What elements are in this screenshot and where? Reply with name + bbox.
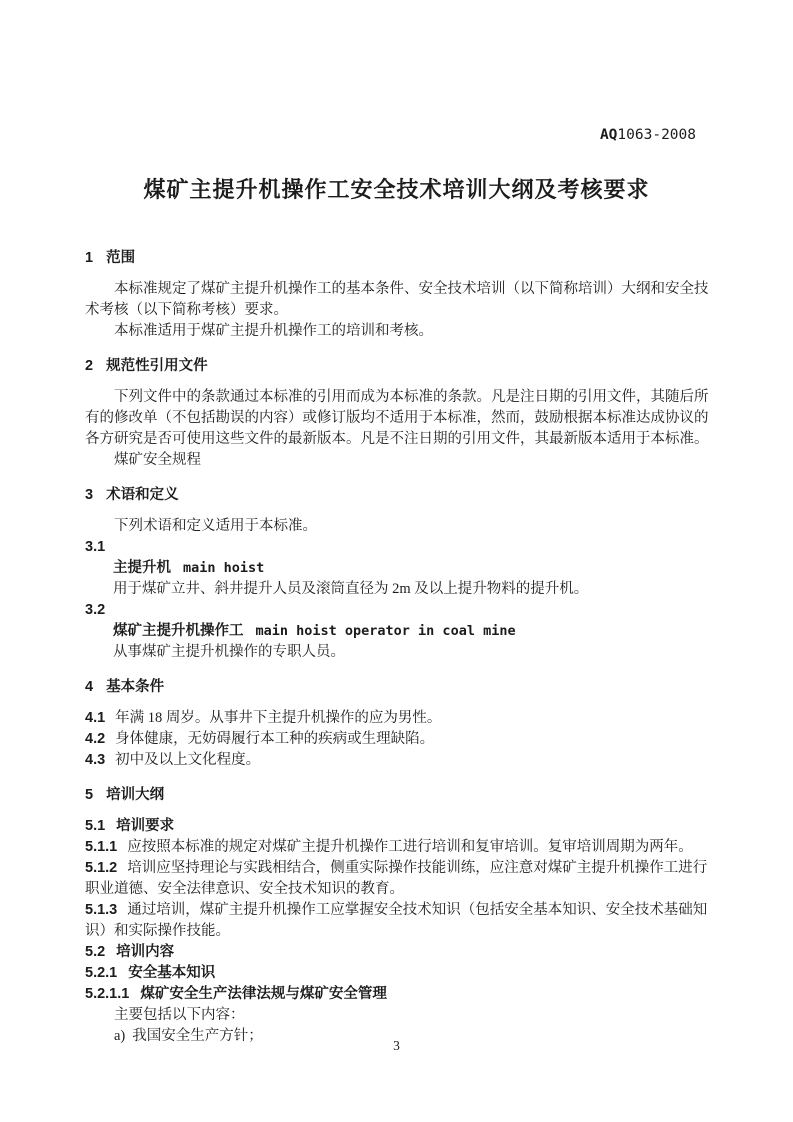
clause-4-3	[85, 750, 709, 771]
section-title: 术语和定义	[106, 487, 179, 503]
normative-paragraph: 下列文件中的条款通过本标准的引用而成为本标准的条款。凡是注日期的引用文件，其随后所有的修改单（不包括勘误的内容）或修订版均不适用于本标准，然而，鼓励根据本标准达成协议的各方研究是否可使用这些文件的最新版本。凡是不注日期的引用文件，其最新版本适用于本标准。	[85, 389, 709, 447]
clause-5-1-3	[85, 900, 709, 942]
document-body	[85, 248, 709, 1047]
subsection-5-1-heading	[85, 816, 709, 837]
outline-content-intro: 主要包括以下内容：	[114, 1007, 245, 1023]
term-2-number: 3.2	[85, 602, 106, 618]
clause-text: 年满 18 周岁。从事井下主提升机操作的应为男性。	[115, 710, 442, 726]
term-1-definition: 用于煤矿立井、斜井提升人员及滚筒直径为 2m 及以上提升物料的提升机。	[113, 581, 589, 597]
terms-intro: 下列术语和定义适用于本标准。	[114, 518, 317, 534]
section-1-heading	[85, 248, 709, 269]
clause-5-1-1	[85, 837, 709, 858]
doc-code-prefix: AQ	[599, 127, 618, 143]
subsection-number: 5.1	[85, 818, 106, 834]
section-3-heading	[85, 485, 709, 506]
clause-number: 4.1	[85, 710, 106, 726]
subsection-title: 安全基本知识	[128, 965, 216, 981]
term-2	[113, 621, 709, 642]
section-title: 培训大纲	[106, 787, 165, 803]
subsection-number: 5.2.1.1	[85, 986, 130, 1002]
clause-text: 初中及以上文化程度。	[115, 752, 261, 768]
clause-text: 应按照本标准的规定对煤矿主提升机操作工进行培训和复审培训。复审培训周期为两年。	[127, 839, 693, 855]
list-item-marker: a)	[114, 1028, 126, 1044]
doc-code-number: 1063-2008	[617, 127, 696, 143]
list-item-text: 我国安全生产方针；	[132, 1028, 263, 1044]
clause-number: 4.2	[85, 731, 106, 747]
section-title: 范围	[106, 250, 136, 266]
doc-code	[600, 127, 696, 143]
clause-number: 5.1.3	[85, 902, 118, 918]
term-2-english: main hoist operator in coal mine	[255, 623, 516, 639]
section-4-heading	[85, 677, 709, 698]
section-number: 3	[85, 487, 94, 503]
clause-number: 4.3	[85, 752, 106, 768]
clause-text: 身体健康，无妨碍履行本工种的疾病或生理缺陷。	[115, 731, 435, 747]
subsection-number: 5.2.1	[85, 965, 118, 981]
clause-number: 5.1.1	[85, 839, 118, 855]
page-title: 煤矿主提升机操作工安全技术培训大纲及考核要求	[143, 177, 650, 202]
clause-text: 通过培训，煤矿主提升机操作工应掌握安全技术知识（包括安全基本知识、安全技术基础知识）和实际操作技能。	[85, 902, 708, 939]
subsection-title: 培训内容	[116, 944, 175, 960]
section-title: 规范性引用文件	[106, 358, 208, 374]
section-5-heading	[85, 785, 709, 806]
scope-paragraph-2: 本标准适用于煤矿主提升机操作工的培训和考核。	[114, 323, 433, 339]
page-number: 3	[393, 1038, 400, 1053]
clause-number: 5.1.2	[85, 860, 118, 876]
subsection-5-2-1-heading	[85, 963, 709, 984]
term-1-english: main hoist	[183, 560, 265, 576]
subsection-5-2-1-1-heading	[85, 984, 709, 1005]
section-number: 1	[85, 250, 94, 266]
subsection-title: 培训要求	[116, 818, 175, 834]
clause-4-2	[85, 729, 709, 750]
term-2-chinese: 煤矿主提升机操作工	[113, 623, 244, 639]
term-1-chinese: 主提升机	[113, 560, 171, 576]
clause-4-1	[85, 708, 709, 729]
section-2-heading	[85, 356, 709, 377]
term-1	[113, 558, 709, 579]
clause-5-1-2	[85, 858, 709, 900]
clause-text: 培训应坚持理论与实践相结合，侧重实际操作技能训练，应注意对煤矿主提升机操作工进行职业道德、安全法律意识、安全技术知识的教育。	[85, 860, 708, 897]
subsection-title: 煤矿安全生产法律法规与煤矿安全管理	[140, 986, 387, 1002]
section-number: 5	[85, 787, 94, 803]
section-number: 4	[85, 679, 94, 695]
section-title: 基本条件	[106, 679, 165, 695]
scope-paragraph-1: 本标准规定了煤矿主提升机操作工的基本条件、安全技术培训（以下简称培训）大纲和安全技术考核（以下简称考核）要求。	[85, 281, 709, 318]
term-2-definition: 从事煤矿主提升机操作的专职人员。	[113, 644, 345, 660]
section-number: 2	[85, 358, 94, 374]
subsection-5-2-heading	[85, 942, 709, 963]
normative-reference: 煤矿安全规程	[114, 452, 201, 468]
subsection-number: 5.2	[85, 944, 106, 960]
term-1-number: 3.1	[85, 539, 106, 555]
